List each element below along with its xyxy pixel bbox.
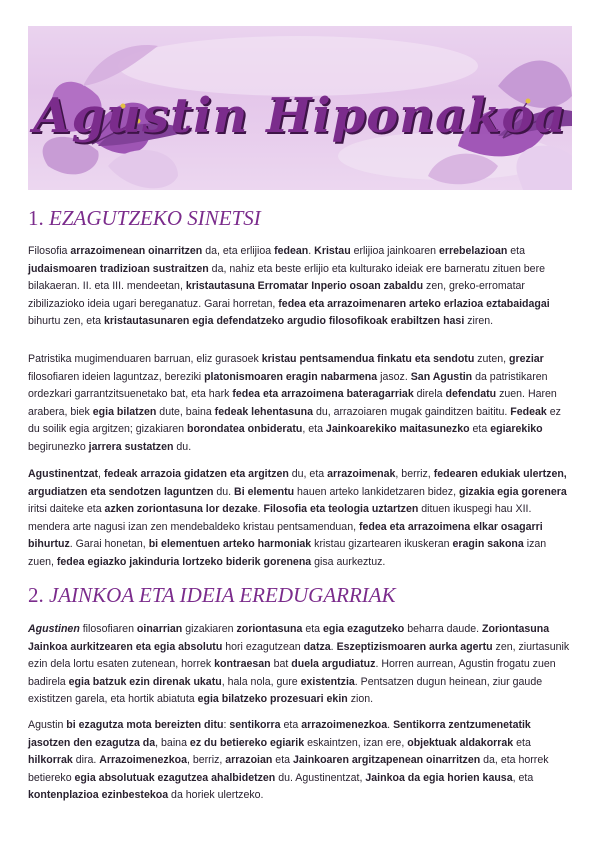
emphasized-text: existentzia (300, 675, 355, 688)
emphasized-text: fedean (274, 245, 309, 257)
emphasized-text: egiarekiko (490, 423, 543, 435)
emphasized-text: gizakia egia gorenera (459, 485, 567, 498)
text-run: , (98, 468, 104, 480)
text-run: . (387, 719, 394, 731)
emphasized-text: Agustinentzat (28, 468, 99, 480)
emphasized-text: kristautasunaren egia defendatzeko argudio filosofikoak erabiltzen hasi (103, 315, 465, 327)
paragraph (28, 621, 574, 709)
text-run: , baina (155, 736, 190, 749)
text-run: dute, baina (156, 405, 215, 418)
section-title: EZAGUTZEKO SINETSI (49, 206, 261, 230)
emphasized-text: Eszeptizismoaren aurka agertu (336, 640, 493, 653)
emphasized-text: kristau pentsamendua finkatu eta sendotu (261, 353, 475, 365)
emphasized-text: arrazoimenezkoa (301, 719, 388, 731)
emphasized-text: fedearen edukiak ulertzen, argudiatzen eta sendotzen laguntzen (28, 468, 567, 498)
emphasized-text: azken zoriontasuna lor dezake (104, 503, 258, 515)
emphasized-text: datza (303, 640, 331, 653)
emphasized-text: egia bilatzen (92, 405, 157, 418)
section-number: 1. (28, 206, 44, 230)
text-run: eskaintzen, izan ere, (304, 736, 408, 749)
text-run: . (330, 640, 337, 653)
paragraph (28, 243, 574, 331)
text-run: zion. (347, 693, 374, 705)
text-run: . (308, 245, 315, 257)
text-run: da, eta erlijioa (202, 245, 275, 257)
text-run: zen, ziurtasunik ezin dela lortu esaten zutenean, horrek (28, 640, 570, 670)
emphasized-text: objektuak aldakorrak (407, 736, 514, 749)
emphasized-text: fedea eta arrazoimenaren arteko erlazioa eztabaidagai (278, 297, 550, 310)
emphasized-text: kontraesan (214, 658, 271, 670)
text-run: bihurtu zen, eta (28, 315, 104, 327)
section-title: JAINKOA ETA IDEIA EREDUGARRIAK (49, 583, 396, 607)
text-run: da horiek ulertzeko. (168, 789, 264, 801)
text-run: Filosofia (28, 245, 71, 257)
text-run: zuen. Haren arabera, biek (28, 388, 557, 418)
text-run: eta (302, 623, 323, 635)
text-run: da, eta horrek betiereko (28, 754, 549, 784)
paragraph (28, 351, 574, 456)
emphasized-text: sentikorra (229, 719, 281, 731)
text-run: ez du soilik egia argitzen; gizakiaren (28, 405, 561, 435)
section-heading-2 (28, 583, 396, 608)
text-run: zuten, (474, 353, 510, 365)
text-run: hori ezagutzean (222, 640, 304, 653)
text-run: eta (280, 719, 302, 731)
text-run: erlijioa jainkoaren (350, 245, 440, 257)
emphasized-text: egia bilatzeko prozesuari ekin (197, 693, 348, 705)
emphasized-text: jarrera sustatzen (88, 440, 174, 453)
emphasized-text: fedea egiazko jakinduria lortzeko biderik gorenena (56, 555, 312, 568)
emphasized-text: platonismoaren eragin nabarmena (204, 370, 378, 383)
text-run: Patristika mugimenduaren barruan, eliz gurasoek (28, 353, 262, 365)
emphasized-text: errebelazioan (439, 245, 508, 257)
text-run: , hala nola, gure (221, 675, 301, 688)
emphasized-text: arrazoimenak (327, 468, 396, 480)
emphasized-text: bi ezagutza mota bereizten ditu (66, 719, 224, 731)
emphasized-text: Jainkoarekiko maitasunezko (325, 423, 470, 435)
text-run: , eta (302, 423, 326, 435)
text-run: eta (507, 245, 525, 257)
emphasized-text: Jainkoaren argitzapenean oinarritzen (292, 754, 481, 766)
text-run: du. (173, 440, 192, 453)
text-run: , berriz, (186, 754, 226, 766)
text-run: . Garai honetan, (69, 538, 149, 550)
emphasized-text: egia batzuk ezin direnak ukatu (68, 675, 222, 688)
emphasized-text: fedeak lehentasuna (214, 405, 313, 418)
emphasized-text: Filosofia eta teologia uztartzen (263, 503, 419, 515)
text-run: , berriz, (395, 468, 434, 480)
text-run: zen, greko-erromatar zibilizazioko ideia ugari bereganatuz. Garai horretan, (28, 280, 525, 310)
text-run: gisa aurkeztuz. (311, 555, 386, 568)
emphasized-text: defendatu (445, 388, 497, 400)
emphasized-text: Agustinen (28, 623, 80, 635)
text-run: kristau gizartearen ikuskeran (311, 538, 453, 550)
emphasized-text: duela argudiatuz (291, 658, 376, 670)
text-run: ziren. (464, 315, 494, 327)
text-run: dira. (72, 754, 100, 766)
text-run: izan zuen, (28, 538, 547, 568)
emphasized-text: bi elementuen arteko harmoniak (148, 538, 312, 550)
emphasized-text: arrazoian (225, 754, 273, 766)
page-title: Agustin Hiponakoa (33, 88, 567, 144)
text-run: begirunezko (28, 440, 89, 453)
text-run: eta (469, 423, 491, 435)
emphasized-text: Zoriontasuna Jainkoa aurkitzearen eta egia absolutu (28, 623, 550, 653)
text-run: filosofiaren ideien laguntzaz, bereziki (28, 370, 205, 383)
section-heading-1 (28, 206, 261, 231)
text-run: du, arrazoiaren mugak gainditzen baititu. (313, 405, 511, 418)
emphasized-text: Fedeak (510, 405, 547, 418)
text-run: , eta (512, 771, 534, 784)
text-run: filosofiaren (79, 623, 137, 635)
emphasized-text: ez du betiereko egiarik (189, 736, 305, 749)
text-run: jasoz. (377, 370, 411, 383)
emphasized-text: Sentikorra zentzumenetatik jasotzen den ezagutza da (28, 719, 531, 749)
paragraph (28, 717, 574, 805)
emphasized-text: zoriontasuna (236, 623, 303, 635)
text-run: du, eta (288, 468, 328, 480)
header-banner (28, 26, 572, 190)
text-run: Agustin (28, 719, 67, 731)
text-run: hauen arteko lankidetzaren bidez, (294, 485, 459, 498)
text-run: du. (213, 485, 235, 498)
emphasized-text: kristautasuna Erromatar Inperio osoan zabaldu (185, 280, 424, 292)
emphasized-text: Bi elementu (234, 485, 295, 498)
emphasized-text: oinarrian (136, 623, 183, 635)
emphasized-text: kontenplazioa ezinbestekoa (28, 789, 169, 801)
text-run: da patristikaren ordezkari garrantzitsuenetako bat, eta hark (28, 370, 548, 400)
text-run: eta (513, 736, 531, 749)
text-run: direla (413, 388, 446, 400)
emphasized-text: San Agustin (410, 370, 473, 383)
text-run: . (257, 503, 264, 515)
emphasized-text: Arrazoimenezkoa (99, 754, 187, 766)
text-run: du. Agustinentzat, (275, 771, 366, 784)
text-run: : (223, 719, 230, 731)
emphasized-text: egia absolutuak ezagutzea ahalbidetzen (74, 771, 276, 784)
section-number: 2. (28, 583, 44, 607)
emphasized-text: egia ezagutzeko (323, 623, 405, 635)
emphasized-text: fedea eta arrazoimena elkar osagarri bihurtuz (28, 520, 543, 550)
emphasized-text: fedea eta arrazoimena bateragarriak (232, 388, 414, 400)
emphasized-text: fedeak arrazoia gidatzen eta argitzen (103, 468, 289, 480)
emphasized-text: hilkorrak (28, 754, 73, 766)
emphasized-text: Kristau (314, 245, 351, 257)
text-run: da, nahiz eta beste erlijio eta kulturako ideiak ere barneratu zituen bere bilakaeran. II. eta III. mendeetan, (28, 262, 545, 292)
emphasized-text: borondatea onbideratu (187, 423, 303, 435)
emphasized-text: judaismoaren tradizioan sustraitzen (28, 262, 209, 275)
emphasized-text: arrazoimenean oinarritzen (70, 245, 203, 257)
text-run: . Horren aurrean, Agustin frogatu zuen badirela (28, 658, 556, 688)
emphasized-text: Jainkoa da egia horien kausa (365, 771, 513, 784)
text-run: beharra daude. (404, 623, 482, 635)
paragraph (28, 466, 574, 571)
text-run: gizakiaren (182, 623, 237, 635)
text-run: dituen ikuspegi hau XII. mendera arte nagusi izan zen mendebaldeko kristau pentsamenduan, (28, 503, 532, 533)
emphasized-text: greziar (509, 353, 544, 365)
text-run: . Pentsatzen dugun heinean, ziur gaude existitzen garela, eta hortik abiatuta (28, 675, 543, 705)
emphasized-text: eragin sakona (452, 538, 524, 550)
text-run: iritsi daiteke eta (28, 503, 105, 515)
text-run: eta (272, 754, 293, 766)
text-run: bat (270, 658, 292, 670)
